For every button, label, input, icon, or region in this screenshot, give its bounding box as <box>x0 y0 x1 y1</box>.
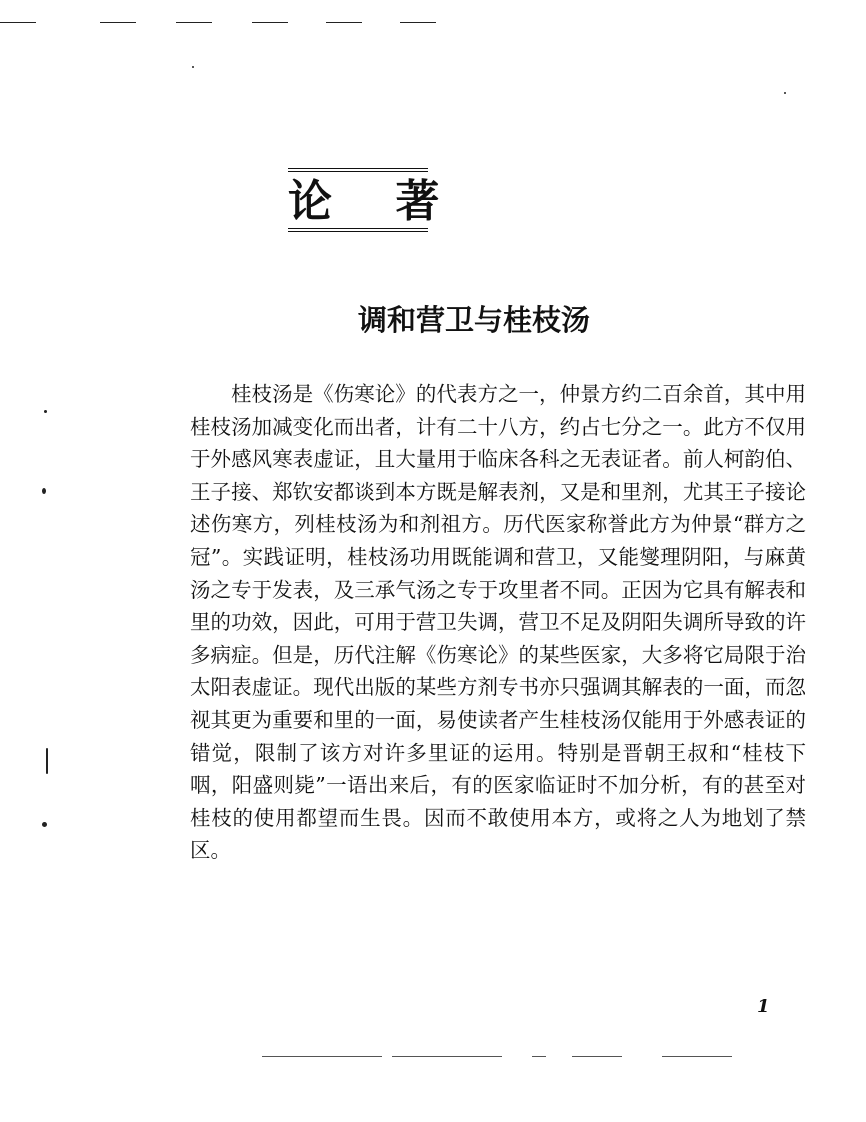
top-decorative-dashes <box>0 22 460 24</box>
article-title: 调和营卫与桂枝汤 <box>358 303 591 337</box>
section-heading: 论 著 <box>288 176 464 227</box>
page-number: 1 <box>757 996 770 1017</box>
section-heading-block <box>288 168 464 232</box>
body-paragraph: 桂枝汤是《伤寒论》的代表方之一，仲景方约二百余首，其中用桂枝汤加减变化而出者，计有二十八方，约占七分之一。此方不仅用于外感风寒表虚证，且大量用于临床各科之无表证者。前人柯韵伯、王子接、郑钦安都谈到本方既是解表剂，又是和里剂，尤其王子接论述伤寒方，列桂枝汤为和剂祖方。历代医家称誉此方为仲景“群方之冠”。实践证明，桂枝汤功用既能调和营卫，又能燮理阴阳，与麻黄汤之专于发表，及三承气汤之专于攻里者不同。正因为它具有解表和里的功效，因此，可用于营卫失调，营卫不足及阴阳失调所导致的许多病症。但是，历代注解《伤寒论》的某些医家，大多将它局限于治太阳表虚证。现代出版的某些方剂专书亦只强调其解表的一面，而忽视其更为重要和里的一面，易使读者产生桂枝汤仅能用于外感表证的错觉，限制了该方对许多里证的运用。特别是晋朝王叔和“桂枝下咽，阳盛则毙”一语出来后，有的医家临证时不加分析，有的甚至对桂枝的使用都望而生畏。因而不敢使用本方，或将之人为地划了禁区。 <box>190 382 806 863</box>
bottom-scan-noise <box>262 1056 742 1059</box>
